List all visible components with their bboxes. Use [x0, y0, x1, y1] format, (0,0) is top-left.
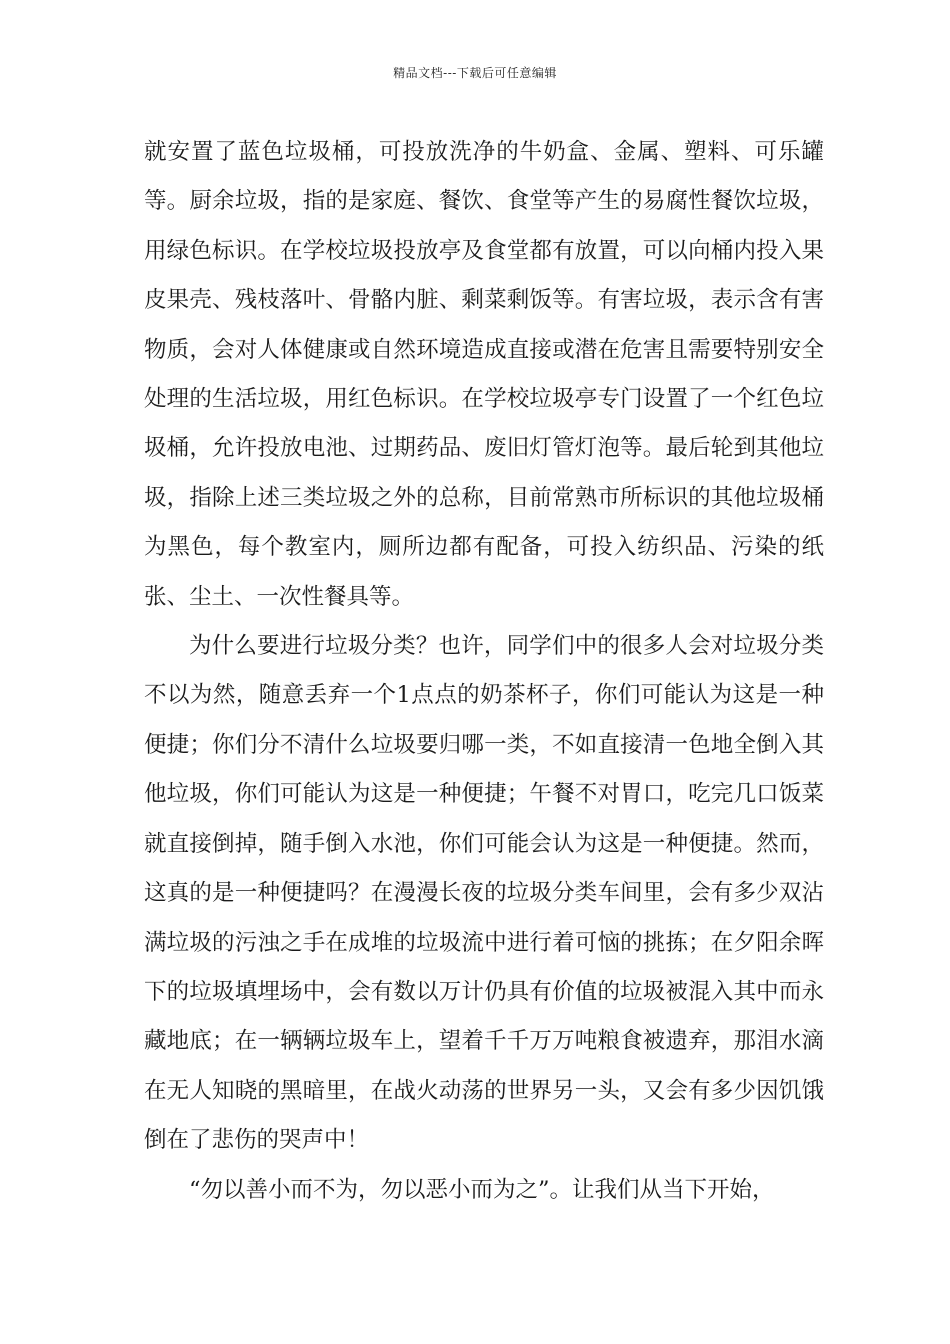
document-body — [144, 128, 824, 1215]
paragraph-2: 为什么要进行垃圾分类？也许，同学们中的很多人会对垃圾分类不以为然，随意丢弃一个1点点的奶茶杯子，你们可能认为这是一种便捷；你们分不清什么垃圾要归哪一类，不如直接清一色地全倒入其他垃圾，你们可能认为这是一种便捷；午餐不对胃口，吃完几口饭菜就直接倒掉，随手倒入水池，你们可能会认为这是一种便捷。然而，这真的是一种便捷吗？在漫漫长夜的垃圾分类车间里，会有多少双沾满垃圾的污浊之手在成堆的垃圾流中进行着可恼的挑拣；在夕阳余晖下的垃圾填埋场中，会有数以万计仍具有价值的垃圾被混入其中而永藏地底；在一辆辆垃圾车上，望着千千万万吨粮食被遗弃，那泪水滴在无人知晓的黑暗里，在战火动荡的世界另一头，又会有多少因饥饿倒在了悲伤的哭声中！ — [144, 633, 824, 1154]
paragraph-1: 就安置了蓝色垃圾桶，可投放洗净的牛奶盒、金属、塑料、可乐罐等。厨余垃圾，指的是家庭、餐饮、食堂等产生的易腐性餐饮垃圾，用绿色标识。在学校垃圾投放亭及食堂都有放置，可以向桶内投入果皮果壳、残枝落叶、骨骼内脏、剩菜剩饭等。有害垃圾，表示含有害物质，会对人体健康或自然环境造成直接或潜在危害且需要特别安全处理的生活垃圾，用红色标识。在学校垃圾亭专门设置了一个红色垃圾桶，允许投放电池、过期药品、废旧灯管灯泡等。最后轮到其他垃圾，指除上述三类垃圾之外的总称，目前常熟市所标识的其他垃圾桶为黑色，每个教室内，厕所边都有配备，可投入纺织品、污染的纸张、尘土、一次性餐具等。 — [144, 139, 824, 610]
page-header: 精品文档---下载后可任意编辑 — [393, 66, 557, 80]
paragraph-3: “勿以善小而不为，勿以恶小而为之”。让我们从当下开始， — [189, 1176, 775, 1203]
